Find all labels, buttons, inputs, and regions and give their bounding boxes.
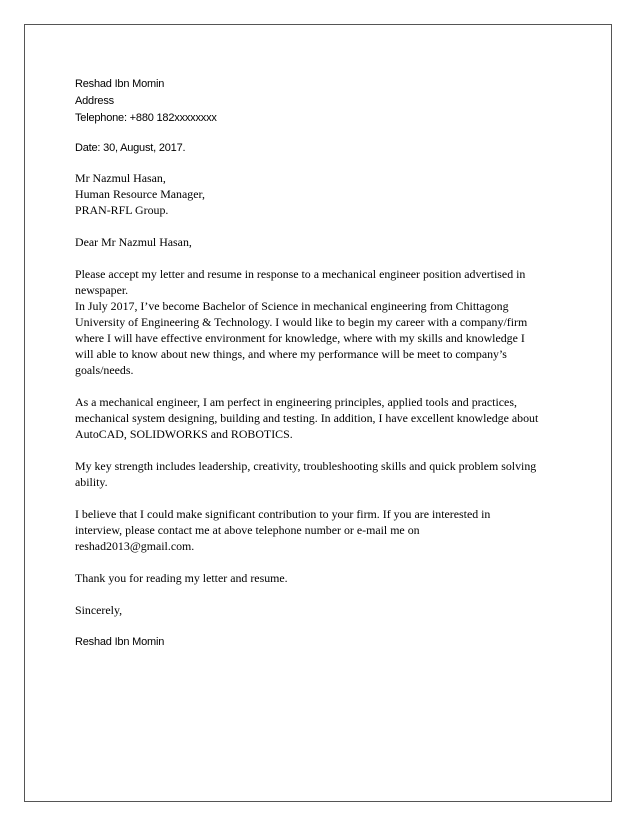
paragraph-2 bbox=[75, 394, 575, 442]
paragraph-line: reshad2013@gmail.com. bbox=[75, 539, 195, 553]
paragraph-line: I believe that I could make significant contribution to your firm. If you are interested in bbox=[75, 507, 491, 521]
paragraph-line: ability. bbox=[75, 475, 108, 489]
salutation: Dear Mr Nazmul Hasan, bbox=[75, 235, 192, 249]
closing-block bbox=[75, 602, 575, 618]
recipient-name: Mr Nazmul Hasan, bbox=[75, 171, 166, 185]
paragraph-line: interview, please contact me at above telephone number or e-mail me on bbox=[75, 523, 420, 537]
paragraph-line: will able to know about new things, and where my performance will be meet to company’s bbox=[75, 347, 507, 361]
paragraph-1 bbox=[75, 266, 575, 378]
paragraph-line: newspaper. bbox=[75, 283, 129, 297]
recipient-company: PRAN-RFL Group. bbox=[75, 203, 169, 217]
date-block bbox=[75, 140, 575, 157]
paragraph-line: Thank you for reading my letter and resume. bbox=[75, 571, 288, 585]
paragraph-3 bbox=[75, 458, 575, 490]
closing: Sincerely, bbox=[75, 603, 123, 617]
paragraph-line: As a mechanical engineer, I am perfect in engineering principles, applied tools and practices, bbox=[75, 395, 517, 409]
paragraph-line: Please accept my letter and resume in response to a mechanical engineer position advertised in bbox=[75, 267, 526, 281]
sender-block bbox=[75, 76, 575, 127]
sender-telephone: Telephone: +880 182xxxxxxxx bbox=[75, 112, 217, 124]
letter-content bbox=[75, 76, 575, 651]
paragraph-line: AutoCAD, SOLIDWORKS and ROBOTICS. bbox=[75, 427, 293, 441]
paragraph-line: My key strength includes leadership, creativity, troubleshooting skills and quick problem solving bbox=[75, 459, 537, 473]
paragraph-5 bbox=[75, 570, 575, 586]
letter-date: Date: 30, August, 2017. bbox=[75, 142, 186, 154]
sender-address: Address bbox=[75, 95, 114, 107]
recipient-title: Human Resource Manager, bbox=[75, 187, 205, 201]
signature-name: Reshad Ibn Momin bbox=[75, 636, 165, 648]
paragraph-line: mechanical system designing, building and testing. In addition, I have excellent knowledge about bbox=[75, 411, 539, 425]
paragraph-line: where I will have effective environment for knowledge, where with my skills and knowledge I bbox=[75, 331, 525, 345]
recipient-block bbox=[75, 170, 575, 218]
sender-name: Reshad Ibn Momin bbox=[75, 78, 165, 90]
signature-block bbox=[75, 634, 575, 651]
paragraph-4 bbox=[75, 506, 575, 554]
paragraph-line: In July 2017, I’ve become Bachelor of Science in mechanical engineering from Chittagong bbox=[75, 299, 509, 313]
paragraph-line: University of Engineering & Technology. I would like to begin my career with a company/firm bbox=[75, 315, 528, 329]
salutation-block bbox=[75, 234, 575, 250]
paragraph-line: goals/needs. bbox=[75, 363, 134, 377]
